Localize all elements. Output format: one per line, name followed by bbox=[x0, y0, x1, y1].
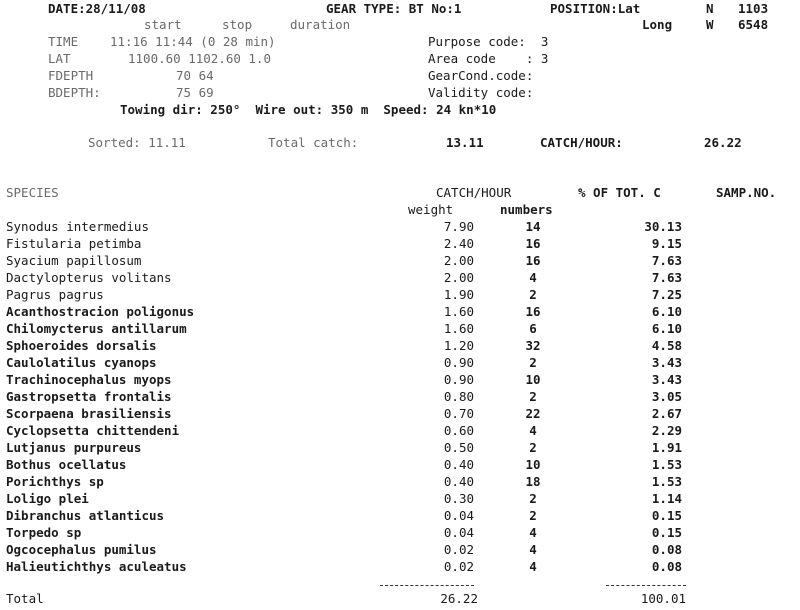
long-label: Long bbox=[642, 17, 673, 32]
bdepth-label: BDEPTH: bbox=[48, 85, 101, 100]
species-name: Acanthostracion poligonus bbox=[6, 304, 195, 319]
gear-type: GEAR TYPE: BT No:1 bbox=[326, 1, 462, 16]
species-name: Loligo plei bbox=[6, 491, 89, 506]
catch-weight: 0.50 bbox=[443, 440, 474, 455]
catch-numbers: 2 bbox=[529, 440, 537, 455]
pct-total: 7.63 bbox=[651, 270, 682, 285]
catch-weight: 0.60 bbox=[443, 423, 474, 438]
catch-weight: 0.04 bbox=[443, 508, 474, 523]
catch-numbers: 10 bbox=[525, 457, 541, 472]
position-label: POSITION:Lat bbox=[550, 1, 641, 16]
catch-weight: 0.80 bbox=[443, 389, 474, 404]
pct-total: 4.58 bbox=[651, 338, 682, 353]
catch-numbers: 10 bbox=[525, 372, 541, 387]
species-name: Trachinocephalus myops bbox=[6, 372, 172, 387]
bdepth-values: 75 69 bbox=[176, 85, 214, 100]
catch-numbers: 16 bbox=[525, 236, 541, 251]
catch-numbers: 6 bbox=[529, 321, 537, 336]
catch-weight: 0.40 bbox=[443, 474, 474, 489]
catch-weight: 0.70 bbox=[443, 406, 474, 421]
catch-numbers: 4 bbox=[529, 525, 537, 540]
species-name: Porichthys sp bbox=[6, 474, 104, 489]
catch-hour-header: CATCH/HOUR bbox=[436, 185, 512, 200]
pct-total: 0.15 bbox=[651, 525, 682, 540]
catch-weight: 1.90 bbox=[443, 287, 474, 302]
pct-total-rule bbox=[606, 585, 686, 586]
lat-row-label: LAT bbox=[48, 51, 71, 66]
catch-numbers: 22 bbox=[525, 406, 541, 421]
catch-weight: 0.02 bbox=[443, 542, 474, 557]
pct-total: 6.10 bbox=[651, 321, 682, 336]
lat-value: 1103 bbox=[738, 1, 769, 16]
pct-total: 1.14 bbox=[651, 491, 682, 506]
pct-total: 0.08 bbox=[651, 559, 682, 574]
catch-numbers: 4 bbox=[529, 423, 537, 438]
catch-hour-label: CATCH/HOUR: bbox=[540, 135, 623, 150]
catch-weight: 2.40 bbox=[443, 236, 474, 251]
gearcond-code: GearCond.code: bbox=[428, 68, 534, 83]
col-start-label: start bbox=[144, 17, 182, 32]
species-name: Synodus intermedius bbox=[6, 219, 149, 234]
long-value: 6548 bbox=[738, 17, 769, 32]
catch-numbers: 2 bbox=[529, 355, 537, 370]
pct-total: 1.91 bbox=[651, 440, 682, 455]
catch-numbers: 2 bbox=[529, 389, 537, 404]
species-name: Sphoeroides dorsalis bbox=[6, 338, 157, 353]
validity-code: Validity code: bbox=[428, 85, 534, 100]
catch-weight: 0.90 bbox=[443, 355, 474, 370]
pct-total: 7.25 bbox=[651, 287, 682, 302]
catch-numbers: 2 bbox=[529, 508, 537, 523]
species-name: Caulolatilus cyanops bbox=[6, 355, 157, 370]
species-name: Chilomycterus antillarum bbox=[6, 321, 187, 336]
catch-numbers: 4 bbox=[529, 270, 537, 285]
pct-total: 1.53 bbox=[651, 457, 682, 472]
pct-total: 1.53 bbox=[651, 474, 682, 489]
species-name: Ogcocephalus pumilus bbox=[6, 542, 157, 557]
catch-hour-value: 26.22 bbox=[704, 135, 742, 150]
sorted-label: Sorted: 11.11 bbox=[88, 135, 186, 150]
catch-weight: 0.40 bbox=[443, 457, 474, 472]
total-pct: 100.01 bbox=[640, 591, 686, 606]
catch-weight: 0.90 bbox=[443, 372, 474, 387]
weight-total-rule bbox=[380, 585, 474, 586]
total-catch-value: 13.11 bbox=[446, 135, 484, 150]
species-name: Syacium papillosum bbox=[6, 253, 142, 268]
species-name: Dibranchus atlanticus bbox=[6, 508, 165, 523]
pct-total: 3.43 bbox=[651, 355, 682, 370]
species-header: SPECIES bbox=[6, 185, 59, 200]
numbers-header: numbers bbox=[500, 202, 553, 217]
fdepth-label: FDEPTH bbox=[48, 68, 94, 83]
pct-total: 2.29 bbox=[651, 423, 682, 438]
species-name: Pagrus pagrus bbox=[6, 287, 104, 302]
lat-direction: N bbox=[706, 1, 714, 16]
catch-numbers: 16 bbox=[525, 304, 541, 319]
total-weight: 26.22 bbox=[440, 591, 478, 606]
pct-total: 7.63 bbox=[651, 253, 682, 268]
pct-total: 2.67 bbox=[651, 406, 682, 421]
species-name: Scorpaena brasiliensis bbox=[6, 406, 172, 421]
catch-weight: 0.02 bbox=[443, 559, 474, 574]
species-name: Bothus ocellatus bbox=[6, 457, 127, 472]
purpose-code: Purpose code: 3 bbox=[428, 34, 549, 49]
fdepth-values: 70 64 bbox=[176, 68, 214, 83]
pct-total: 6.10 bbox=[651, 304, 682, 319]
catch-weight: 2.00 bbox=[443, 253, 474, 268]
catch-numbers: 14 bbox=[525, 219, 541, 234]
catch-weight: 0.30 bbox=[443, 491, 474, 506]
pct-total: 9.15 bbox=[651, 236, 682, 251]
pct-total: 0.08 bbox=[651, 542, 682, 557]
total-catch-label: Total catch: bbox=[268, 135, 359, 150]
area-code: Area code : 3 bbox=[428, 51, 549, 66]
towing-info: Towing dir: 250° Wire out: 350 m Speed: 24 kn*10 bbox=[120, 102, 497, 117]
col-duration-label: duration bbox=[290, 17, 351, 32]
time-label: TIME bbox=[48, 34, 79, 49]
pct-total-header: % OF TOT. C bbox=[578, 185, 661, 200]
long-direction: W bbox=[706, 17, 714, 32]
species-name: Halieutichthys aculeatus bbox=[6, 559, 187, 574]
catch-numbers: 16 bbox=[525, 253, 541, 268]
catch-numbers: 4 bbox=[529, 559, 537, 574]
catch-numbers: 2 bbox=[529, 491, 537, 506]
pct-total: 30.13 bbox=[644, 219, 682, 234]
pct-total: 3.05 bbox=[651, 389, 682, 404]
species-name: Torpedo sp bbox=[6, 525, 82, 540]
pct-total: 3.43 bbox=[651, 372, 682, 387]
catch-numbers: 2 bbox=[529, 287, 537, 302]
lat-row-values: 1100.60 1102.60 1.0 bbox=[128, 51, 271, 66]
catch-weight: 1.20 bbox=[443, 338, 474, 353]
col-stop-label: stop bbox=[222, 17, 253, 32]
species-name: Cyclopsetta chittendeni bbox=[6, 423, 180, 438]
catch-weight: 1.60 bbox=[443, 321, 474, 336]
species-name: Fistularia petimba bbox=[6, 236, 142, 251]
catch-weight: 1.60 bbox=[443, 304, 474, 319]
time-values: 11:16 11:44 (0 28 min) bbox=[110, 34, 276, 49]
species-name: Dactylopterus volitans bbox=[6, 270, 172, 285]
catch-weight: 0.04 bbox=[443, 525, 474, 540]
pct-total: 0.15 bbox=[651, 508, 682, 523]
catch-weight: 2.00 bbox=[443, 270, 474, 285]
species-name: Gastropsetta frontalis bbox=[6, 389, 172, 404]
species-name: Lutjanus purpureus bbox=[6, 440, 142, 455]
catch-numbers: 18 bbox=[525, 474, 541, 489]
samp-no-header: SAMP.NO. bbox=[716, 185, 777, 200]
catch-weight: 7.90 bbox=[443, 219, 474, 234]
total-label: Total bbox=[6, 591, 44, 606]
catch-numbers: 32 bbox=[525, 338, 541, 353]
weight-header: weight bbox=[408, 202, 454, 217]
catch-numbers: 4 bbox=[529, 542, 537, 557]
date-label: DATE:28/11/08 bbox=[48, 1, 146, 16]
